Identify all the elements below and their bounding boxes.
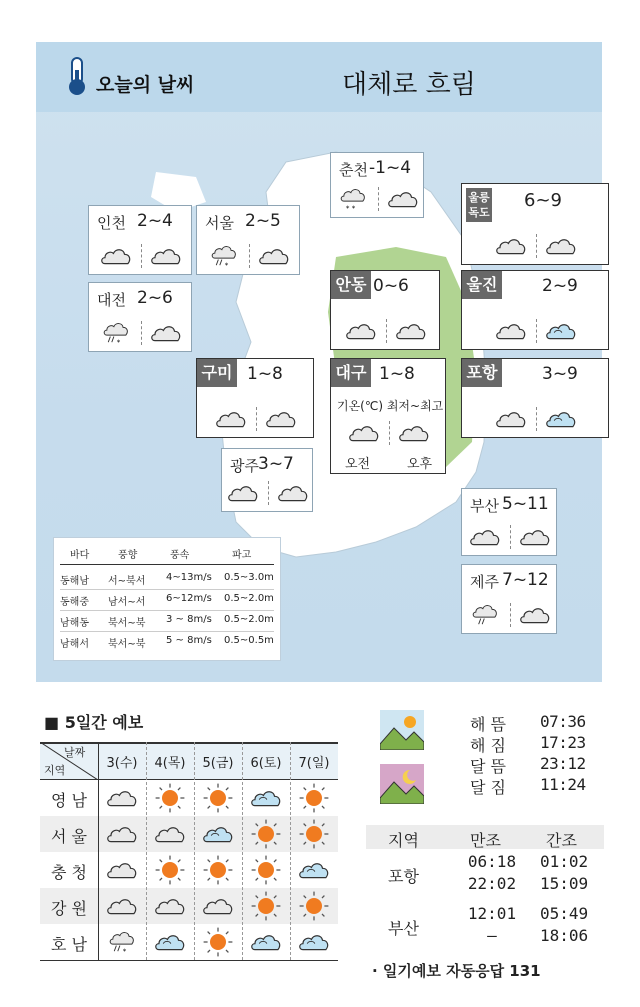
city-name: 대구 xyxy=(331,359,371,387)
tide-high: 06:18 xyxy=(467,852,517,871)
tide-low: 18:06 xyxy=(540,926,589,945)
city-card-3 xyxy=(196,205,300,275)
sea-cell: 북서~북 xyxy=(108,639,146,650)
thermometer-icon xyxy=(66,56,88,96)
city-temp: 2~5 xyxy=(245,211,281,231)
forecast-day: 6(토) xyxy=(250,756,282,771)
forecast-region: 충 청 xyxy=(51,863,87,882)
pm-cloud-icon xyxy=(518,525,552,549)
sea-cell: 남서~서 xyxy=(108,597,146,608)
forecast-cloud-icon xyxy=(153,894,187,918)
tide-place: 부산 xyxy=(388,919,419,938)
city-temp: 7~12 xyxy=(502,570,549,590)
city-temp: 5~11 xyxy=(502,494,549,514)
tide-header-low: 간조 xyxy=(546,831,577,850)
forecast-partly-cloudy-icon xyxy=(297,930,331,954)
tide-place: 포항 xyxy=(388,867,419,886)
city-name-line1: 울릉 xyxy=(468,191,490,204)
forecast-region: 강 원 xyxy=(51,899,87,918)
am-cloud-icon xyxy=(494,319,528,343)
sunmoon-label: 달 짐 xyxy=(470,778,506,797)
card-divider xyxy=(510,603,511,627)
card-divider xyxy=(141,244,142,268)
forecast-sun-icon xyxy=(298,782,330,814)
tide-low: 05:49 xyxy=(540,904,589,923)
city-temp: 2~4 xyxy=(137,211,173,231)
forecast-sun-icon xyxy=(202,926,234,958)
pm-cloud-icon xyxy=(394,319,428,343)
tide-header-place: 지역 xyxy=(388,831,419,850)
sea-cell: 서~북서 xyxy=(108,576,146,587)
forecast-sun-icon xyxy=(250,854,282,886)
am-rain-snow-icon xyxy=(207,244,241,268)
city-temp: 2~9 xyxy=(542,276,578,296)
forecast-cloud-icon xyxy=(105,786,139,810)
city-temp: -1~4 xyxy=(369,158,412,178)
forecast-day: 7(일) xyxy=(298,756,330,771)
city-name-line2: 독도 xyxy=(468,206,490,219)
card-divider xyxy=(141,321,142,345)
sea-cell: 4~13m/s xyxy=(166,572,212,583)
card-divider xyxy=(378,187,379,211)
forecast-bottom-rule xyxy=(40,960,338,961)
page-title: 오늘의 날씨 xyxy=(96,74,195,96)
city-name: 인천 xyxy=(97,214,126,232)
legend-am: 오전 xyxy=(345,457,371,472)
footer-phone: · 일기예보 자동응답 131 xyxy=(372,962,541,980)
forecast-sun-icon xyxy=(202,782,234,814)
city-card-9 xyxy=(330,358,446,474)
sea-row-divider xyxy=(60,589,274,590)
sea-cell: 5 ~ 8m/s xyxy=(166,635,212,646)
city-name: 제주 xyxy=(470,573,499,591)
city-temp: 6~9 xyxy=(524,190,562,211)
forecast-cloud-icon xyxy=(153,822,187,846)
forecast-cloud-icon xyxy=(105,822,139,846)
forecast-partly-cloudy-icon xyxy=(297,858,331,882)
city-card-13 xyxy=(461,564,557,634)
legend-text: 기온(℃) 최저~최고 xyxy=(337,399,444,413)
city-temp: 1~8 xyxy=(379,364,415,384)
forecast-partly-cloudy-icon xyxy=(249,930,283,954)
am-cloud-icon xyxy=(99,244,133,268)
city-card-7 xyxy=(461,270,609,350)
pm-cloud-icon xyxy=(397,421,431,445)
pm-cloud-icon xyxy=(276,481,310,505)
tide-low: 01:02 xyxy=(540,852,589,871)
forecast-title: ■ 5일간 예보 xyxy=(44,713,144,732)
am-cloud-icon xyxy=(226,481,260,505)
pm-cloud-icon xyxy=(264,407,298,431)
forecast-partly-cloudy-icon xyxy=(153,930,187,954)
forecast-region: 서 울 xyxy=(51,827,87,846)
sunmoon-label: 해 뜸 xyxy=(470,715,506,734)
tide-header-high: 만조 xyxy=(470,831,501,850)
sunmoon-time: 07:36 xyxy=(540,712,586,731)
sea-row-divider xyxy=(60,610,274,611)
corner-region: 지역 xyxy=(44,764,66,777)
city-card-1 xyxy=(330,152,424,218)
forecast-day: 4(목) xyxy=(154,756,186,771)
city-name: 구미 xyxy=(197,359,237,387)
city-name: 광주 xyxy=(230,457,259,475)
pm-partly-cloudy-icon xyxy=(544,407,578,431)
card-divider xyxy=(389,421,390,445)
city-name: 포항 xyxy=(462,359,502,387)
forecast-cloud-icon xyxy=(201,894,235,918)
city-name: 부산 xyxy=(470,497,499,515)
sea-cell: 0.5~2.0m xyxy=(224,614,274,625)
forecast-sun-icon xyxy=(298,818,330,850)
tide-high: 22:02 xyxy=(467,874,517,893)
forecast-rain-snow-icon xyxy=(105,930,139,954)
city-card-6 xyxy=(330,270,440,350)
tide-high: – xyxy=(487,926,497,945)
city-name: 춘천 xyxy=(339,161,368,179)
corner-date: 날짜 xyxy=(64,746,86,759)
forecast-sun-icon xyxy=(154,854,186,886)
pm-cloud-icon xyxy=(149,321,183,345)
sunmoon-label: 달 뜸 xyxy=(470,757,506,776)
sea-row-divider xyxy=(60,631,274,632)
weather-condition: 대체로 흐림 xyxy=(342,70,476,100)
sea-cell: 0.5~3.0m xyxy=(224,572,274,583)
city-tag xyxy=(466,188,492,222)
forecast-col-divider xyxy=(290,742,291,960)
forecast-partly-cloudy-icon xyxy=(249,786,283,810)
am-cloud-icon xyxy=(494,234,528,258)
pm-partly-cloudy-icon xyxy=(544,319,578,343)
city-card-12 xyxy=(461,488,557,556)
card-divider xyxy=(536,234,537,258)
sunmoon-label: 해 짐 xyxy=(470,736,506,755)
city-temp: 2~6 xyxy=(137,288,173,308)
forecast-col-divider xyxy=(98,742,99,960)
pm-cloud-icon xyxy=(257,244,291,268)
sea-cell: 3 ~ 8m/s xyxy=(166,614,212,625)
sea-cell: 6~12m/s xyxy=(166,593,212,604)
card-divider xyxy=(268,481,269,505)
pm-cloud-icon xyxy=(386,187,420,211)
sea-header-area: 바다 xyxy=(70,550,90,561)
city-name: 울진 xyxy=(462,271,502,299)
tide-high: 12:01 xyxy=(467,904,517,923)
am-rain-snow-icon xyxy=(99,321,133,345)
forecast-col-divider xyxy=(194,742,195,960)
sea-header-speed: 풍속 xyxy=(170,550,190,561)
sunmoon-time: 23:12 xyxy=(540,754,586,773)
forecast-cloud-icon xyxy=(105,894,139,918)
sea-conditions-table xyxy=(53,537,281,661)
am-cloud-icon xyxy=(347,421,381,445)
forecast-sun-icon xyxy=(202,854,234,886)
sunmoon-time: 17:23 xyxy=(540,733,586,752)
city-temp: 3~9 xyxy=(542,364,578,384)
forecast-sun-icon xyxy=(250,890,282,922)
sea-header-wave: 파고 xyxy=(232,550,252,561)
city-temp: 1~8 xyxy=(247,364,283,384)
card-divider xyxy=(536,319,537,343)
city-card-11 xyxy=(221,448,313,512)
city-name: 안동 xyxy=(331,271,371,299)
forecast-sun-icon xyxy=(298,890,330,922)
forecast-day: 5(금) xyxy=(202,756,234,771)
sunrise-icon xyxy=(380,710,424,750)
forecast-cloud-icon xyxy=(105,858,139,882)
card-divider xyxy=(536,407,537,431)
am-cloud-icon xyxy=(214,407,248,431)
forecast-sun-icon xyxy=(154,782,186,814)
city-name: 대전 xyxy=(97,291,126,309)
legend-pm: 오후 xyxy=(407,457,433,472)
card-divider xyxy=(256,407,257,431)
sea-cell: 남해서 xyxy=(60,639,89,650)
am-cloud-icon xyxy=(468,525,502,549)
sea-cell: 북서~북 xyxy=(108,618,146,629)
sea-cell: 0.5~0.5m xyxy=(224,635,274,646)
sea-cell: 남해동 xyxy=(60,618,89,629)
pm-cloud-icon xyxy=(544,234,578,258)
city-card-4 xyxy=(461,183,609,265)
card-divider xyxy=(386,319,387,343)
am-rain-icon xyxy=(468,603,502,627)
sea-header-direction: 풍향 xyxy=(118,550,138,561)
card-divider xyxy=(510,525,511,549)
sunmoon-time: 11:24 xyxy=(540,775,586,794)
pm-cloud-icon xyxy=(149,244,183,268)
sea-cell: 동해남 xyxy=(60,576,89,587)
city-card-2 xyxy=(88,205,192,275)
moonrise-icon xyxy=(380,764,424,804)
am-snow-icon xyxy=(336,187,370,211)
forecast-sun-icon xyxy=(250,818,282,850)
forecast-col-divider xyxy=(242,742,243,960)
city-card-8 xyxy=(196,358,314,438)
city-card-5 xyxy=(88,282,192,352)
forecast-partly-cloudy-icon xyxy=(201,822,235,846)
tide-low: 15:09 xyxy=(540,874,589,893)
am-cloud-icon xyxy=(494,407,528,431)
forecast-day: 3(수) xyxy=(106,756,138,771)
city-temp: 3~7 xyxy=(258,454,294,474)
card-divider xyxy=(249,244,250,268)
forecast-col-divider xyxy=(146,742,147,960)
am-cloud-icon xyxy=(344,319,378,343)
city-temp: 0~6 xyxy=(373,276,409,296)
pm-cloud-icon xyxy=(518,603,552,627)
city-card-10 xyxy=(461,358,609,438)
sea-cell: 동해중 xyxy=(60,597,89,608)
forecast-region: 영 남 xyxy=(51,791,87,810)
city-name: 서울 xyxy=(205,214,234,232)
sea-cell: 0.5~2.0m xyxy=(224,593,274,604)
forecast-region: 호 남 xyxy=(51,935,87,954)
